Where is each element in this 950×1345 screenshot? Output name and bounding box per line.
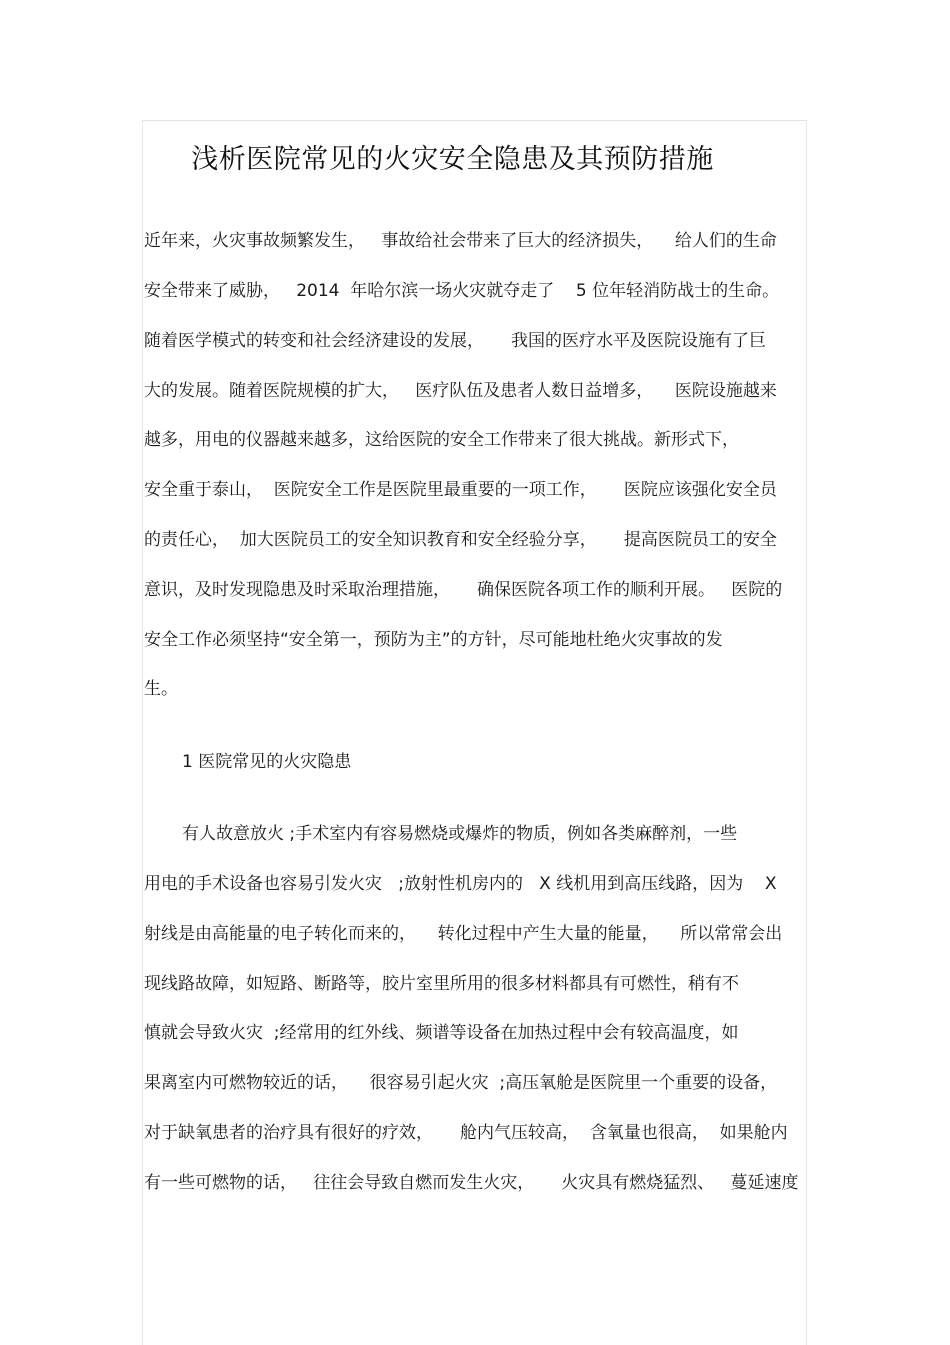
section-line: 射线是由高能量的电子转化而来的， 转化过程中产生大量的能量， 所以常常会出 (144, 924, 783, 944)
intro-line: 越多，用电的仪器越来越多，这给医院的安全工作带来了很大挑战。新形式下， (144, 430, 739, 450)
intro-line: 近年来，火灾事故频繁发生， 事故给社会带来了巨大的经济损失， 给人们的生命 (144, 231, 777, 251)
intro-line: 安全工作必须坚持“安全第一，预防为主”的方针，尽可能地杜绝火灾事故的发 (144, 630, 723, 650)
intro-line: 大的发展。随着医院规模的扩大， 医疗队伍及患者人数日益增多， 医院设施越来 (144, 381, 777, 401)
section-line: 现线路故障，如短路、断路等，胶片室里所用的很多材料都具有可燃性，稍有不 (144, 974, 739, 994)
section-line: 有一些可燃物的话， 往往会导致自燃而发生火灾， 火灾具有燃烧猛烈、 蔓延速度 (144, 1173, 799, 1193)
intro-line: 安全重于泰山， 医院安全工作是医院里最重要的一项工作， 医院应该强化安全员 (144, 480, 777, 500)
intro-line: 安全带来了威胁， 2014 年哈尔滨一场火灾就夺走了 5 位年轻消防战士的生命。 (144, 281, 780, 301)
intro-line: 随着医学模式的转变和社会经济建设的发展， 我国的医疗水平及医院设施有了巨 (144, 331, 767, 351)
section-heading: 1 医院常见的火灾隐患 (182, 752, 352, 772)
intro-line: 生。 (144, 679, 178, 699)
section-line: 用电的手术设备也容易引发火灾 ;放射性机房内的 X 线机用到高压线路，因为 X (144, 874, 777, 894)
section-line: 有人故意放火 ;手术室内有容易燃烧或爆炸的物质，例如各类麻醉剂，一些 (182, 824, 738, 844)
intro-line: 意识，及时发现隐患及时采取治理措施， 确保医院各项工作的顺利开展。 医院的 (144, 580, 783, 600)
section-line: 慎就会导致火灾 ;经常用的红外线、频谱等设备在加热过程中会有较高温度，如 (144, 1023, 739, 1043)
intro-line: 的责任心， 加大医院员工的安全知识教育和安全经验分享， 提高医院员工的安全 (144, 530, 777, 550)
document-title: 浅析医院常见的火灾安全隐患及其预防措施 (191, 144, 714, 175)
section-line: 果离室内可燃物较近的话， 很容易引起火灾 ;高压氧舱是医院里一个重要的设备， (144, 1073, 778, 1093)
section-line: 对于缺氧患者的治疗具有很好的疗效， 舱内气压较高， 含氧量也很高， 如果舱内 (144, 1123, 788, 1143)
